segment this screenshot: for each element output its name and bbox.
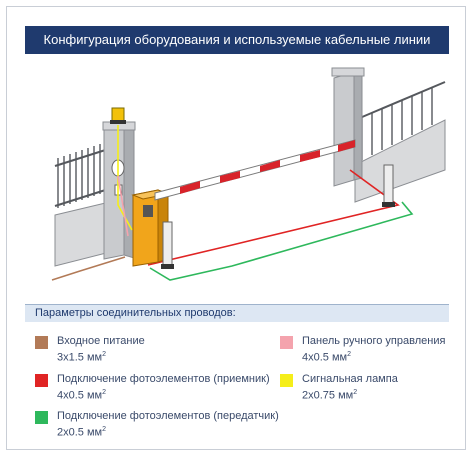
legend-label: Входное питание — [57, 335, 145, 347]
legend-spec: 4x0.5 $мм^2$ — [57, 389, 106, 402]
legend-label: Сигнальная лампа — [302, 373, 398, 385]
legend-spec: 2x0.75 $мм^2$ — [302, 389, 358, 402]
legend-label: Панель ручного управления — [302, 335, 446, 347]
legend-heading: Параметры соединительных проводов: — [25, 304, 449, 322]
barrier-arm — [155, 140, 355, 200]
transmitter-swatch — [35, 411, 48, 424]
photocell-receiver — [382, 165, 395, 207]
legend-label: Подключение фотоэлементов (передатчик) — [57, 410, 279, 422]
signal-lamp-icon — [110, 108, 126, 124]
power-swatch — [35, 336, 48, 349]
legend-spec: 3x1.5 $мм^2$ — [57, 351, 106, 364]
legend-spec: 2x0.5 $мм^2$ — [57, 426, 106, 439]
right-pillar — [332, 68, 364, 186]
panel-swatch — [280, 336, 293, 349]
legend-label: Подключение фотоэлементов (приемник) — [57, 373, 270, 385]
page-title: Конфигурация оборудования и используемые кабельные линии — [25, 26, 449, 54]
legend-spec: 4x0.5 $мм^2$ — [302, 351, 351, 364]
photocell-transmitter — [161, 222, 174, 269]
receiver-swatch — [35, 374, 48, 387]
lamp-swatch — [280, 374, 293, 387]
transmitter-cable — [150, 202, 412, 280]
